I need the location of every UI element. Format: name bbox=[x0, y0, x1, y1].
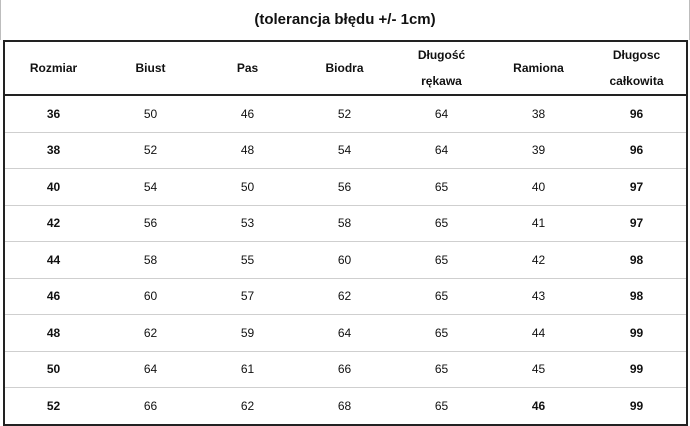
table-row bbox=[4, 205, 687, 242]
table-row bbox=[4, 315, 687, 352]
size-table bbox=[3, 40, 688, 426]
tolerance-title: (tolerancja błędu +/- 1cm) bbox=[0, 0, 690, 40]
cell-biodra: 64 bbox=[296, 315, 393, 352]
cell-calkowita: 98 bbox=[587, 242, 687, 279]
cell-rekaw: 65 bbox=[393, 351, 490, 388]
cell-rozmiar: 46 bbox=[4, 278, 102, 315]
cell-biust: 52 bbox=[102, 132, 199, 169]
cell-rekaw: 65 bbox=[393, 205, 490, 242]
cell-rozmiar: 44 bbox=[4, 242, 102, 279]
cell-ramiona: 46 bbox=[490, 388, 587, 425]
cell-biust: 60 bbox=[102, 278, 199, 315]
cell-calkowita: 98 bbox=[587, 278, 687, 315]
cell-rekaw: 65 bbox=[393, 388, 490, 425]
cell-calkowita: 99 bbox=[587, 388, 687, 425]
table-row bbox=[4, 388, 687, 425]
table-row bbox=[4, 242, 687, 279]
cell-rekaw: 65 bbox=[393, 278, 490, 315]
header-dlugosc-calkowita bbox=[587, 41, 687, 95]
cell-biust: 62 bbox=[102, 315, 199, 352]
cell-rekaw: 65 bbox=[393, 315, 490, 352]
cell-biust: 58 bbox=[102, 242, 199, 279]
cell-biust: 54 bbox=[102, 169, 199, 206]
cell-biust: 50 bbox=[102, 95, 199, 132]
header-ramiona: Ramiona bbox=[490, 41, 587, 95]
cell-ramiona: 44 bbox=[490, 315, 587, 352]
cell-pas: 61 bbox=[199, 351, 296, 388]
cell-biodra: 60 bbox=[296, 242, 393, 279]
header-biodra: Biodra bbox=[296, 41, 393, 95]
cell-rekaw: 64 bbox=[393, 95, 490, 132]
cell-pas: 48 bbox=[199, 132, 296, 169]
cell-rozmiar: 52 bbox=[4, 388, 102, 425]
cell-rozmiar: 42 bbox=[4, 205, 102, 242]
cell-biodra: 62 bbox=[296, 278, 393, 315]
cell-pas: 59 bbox=[199, 315, 296, 352]
cell-pas: 50 bbox=[199, 169, 296, 206]
table-row bbox=[4, 278, 687, 315]
cell-ramiona: 38 bbox=[490, 95, 587, 132]
table-row bbox=[4, 95, 687, 132]
header-pas: Pas bbox=[199, 41, 296, 95]
header-dlugosc-calkowita-line1: Długosc bbox=[612, 48, 661, 62]
cell-rekaw: 65 bbox=[393, 242, 490, 279]
cell-biodra: 56 bbox=[296, 169, 393, 206]
cell-pas: 62 bbox=[199, 388, 296, 425]
cell-calkowita: 99 bbox=[587, 315, 687, 352]
cell-ramiona: 43 bbox=[490, 278, 587, 315]
cell-ramiona: 41 bbox=[490, 205, 587, 242]
cell-biodra: 68 bbox=[296, 388, 393, 425]
header-dlugosc-rekawa-line1: Długość bbox=[417, 48, 466, 62]
table-row bbox=[4, 169, 687, 206]
cell-calkowita: 96 bbox=[587, 95, 687, 132]
header-row bbox=[4, 41, 687, 95]
cell-biodra: 58 bbox=[296, 205, 393, 242]
cell-ramiona: 42 bbox=[490, 242, 587, 279]
table-row bbox=[4, 132, 687, 169]
cell-calkowita: 97 bbox=[587, 169, 687, 206]
cell-rekaw: 64 bbox=[393, 132, 490, 169]
cell-pas: 57 bbox=[199, 278, 296, 315]
cell-pas: 55 bbox=[199, 242, 296, 279]
cell-rozmiar: 48 bbox=[4, 315, 102, 352]
cell-calkowita: 96 bbox=[587, 132, 687, 169]
cell-calkowita: 99 bbox=[587, 351, 687, 388]
cell-ramiona: 40 bbox=[490, 169, 587, 206]
cell-rozmiar: 50 bbox=[4, 351, 102, 388]
cell-rozmiar: 40 bbox=[4, 169, 102, 206]
header-dlugosc-rekawa bbox=[393, 41, 490, 95]
table-row bbox=[4, 351, 687, 388]
cell-biust: 64 bbox=[102, 351, 199, 388]
cell-biodra: 54 bbox=[296, 132, 393, 169]
cell-biust: 56 bbox=[102, 205, 199, 242]
header-rozmiar: Rozmiar bbox=[4, 41, 102, 95]
cell-biust: 66 bbox=[102, 388, 199, 425]
cell-calkowita: 97 bbox=[587, 205, 687, 242]
cell-rozmiar: 36 bbox=[4, 95, 102, 132]
cell-biodra: 52 bbox=[296, 95, 393, 132]
header-dlugosc-calkowita-line2: całkowita bbox=[609, 74, 664, 88]
cell-ramiona: 45 bbox=[490, 351, 587, 388]
header-biust: Biust bbox=[102, 41, 199, 95]
cell-ramiona: 39 bbox=[490, 132, 587, 169]
cell-pas: 46 bbox=[199, 95, 296, 132]
header-dlugosc-rekawa-line2: rękawa bbox=[421, 74, 462, 88]
cell-pas: 53 bbox=[199, 205, 296, 242]
cell-rozmiar: 38 bbox=[4, 132, 102, 169]
cell-biodra: 66 bbox=[296, 351, 393, 388]
cell-rekaw: 65 bbox=[393, 169, 490, 206]
